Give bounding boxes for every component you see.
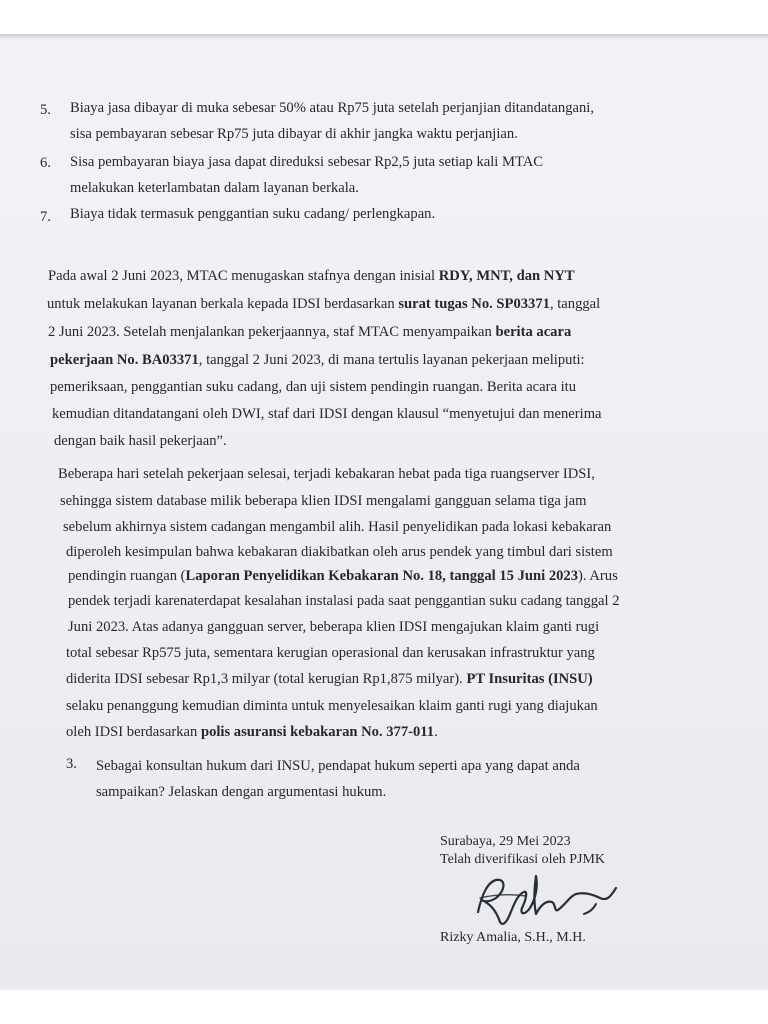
document-body — [0, 34, 768, 990]
paragraph-line: pemeriksaan, penggantian suku cadang, dan uji sistem pendingin ruangan. Berita acara itu — [50, 379, 577, 395]
paragraph-line: Beberapa hari setelah pekerjaan selesai, terjadi kebakaran hebat pada tiga ruangserver IDSI, — [58, 466, 595, 482]
paragraph-line — [68, 566, 618, 586]
signatory-name: Rizky Amalia, S.H., M.H. — [440, 930, 586, 945]
text-run: pendingin ruangan ( — [68, 568, 186, 584]
question-text-line: Sebagai konsultan hukum dari INSU, pendapat hukum seperti apa yang dapat anda — [96, 758, 580, 774]
item-number: 7. — [40, 209, 51, 225]
text-run: diderita IDSI sebesar Rp1,3 milyar (total kerugian Rp1,875 milyar). — [66, 671, 467, 687]
paragraph-line: total sebesar Rp575 juta, sementara kerugian operasional dan kerusakan infrastruktur yang — [66, 645, 595, 661]
paragraph-line: kemudian ditandatangani oleh DWI, staf dari IDSI dengan klausul “menyetujui dan menerima — [52, 406, 602, 422]
item-text-line: Sisa pembayaran biaya jasa dapat direduksi sebesar Rp2,5 juta setiap kali MTAC — [70, 154, 543, 170]
item-text-line: Biaya jasa dibayar di muka sebesar 50% atau Rp75 juta setelah perjanjian ditandatangani, — [70, 100, 594, 116]
item-number: 6. — [40, 155, 51, 171]
item-text-line: Biaya tidak termasuk penggantian suku cadang/ perlengkapan. — [70, 206, 436, 222]
question-number: 3. — [66, 756, 77, 772]
text-run: . — [434, 724, 438, 740]
bold-run: Laporan Penyelidikan Kebakaran No. 18, tanggal 15 Juni 2023 — [185, 568, 579, 584]
text-run: oleh IDSI berdasarkan — [66, 724, 201, 740]
paragraph-line: sehingga sistem database milik beberapa klien IDSI mengalami gangguan selama tiga jam — [60, 493, 587, 509]
item-number: 5. — [40, 102, 51, 118]
bold-run: berita acara — [495, 324, 572, 340]
paragraph-line — [50, 350, 585, 370]
item-text-line: sisa pembayaran sebesar Rp75 juta dibayar di akhir jangka waktu perjanjian. — [70, 126, 518, 142]
paragraph-line: pendek terjadi karenaterdapat kesalahan instalasi pada saat penggantian suku cadang tanggal 2 — [68, 593, 620, 609]
paragraph-line: dengan baik hasil pekerjaan”. — [54, 433, 227, 449]
text-run: ). Arus — [578, 568, 618, 584]
text-run: untuk melakukan layanan berkala kepada IDSI berdasarkan — [47, 296, 399, 312]
paragraph-line — [66, 722, 438, 742]
handwritten-signature — [466, 864, 636, 934]
paragraph-line — [47, 294, 600, 314]
bold-run: surat tugas No. SP03371 — [398, 296, 550, 312]
paragraph-line — [48, 322, 571, 342]
paragraph-line: diperoleh kesimpulan bahwa kebakaran diakibatkan oleh arus pendek yang timbul dari sistem — [66, 544, 613, 560]
bold-run: PT Insuritas (INSU) — [466, 671, 593, 687]
text-run: Pada awal 2 Juni 2023, MTAC menugaskan stafnya dengan inisial — [48, 268, 439, 284]
document-page — [0, 34, 768, 990]
place-date: Surabaya, 29 Mei 2023 — [440, 834, 571, 849]
paragraph-line: selaku penanggung kemudian diminta untuk menyelesaikan klaim ganti rugi yang diajukan — [66, 698, 598, 714]
paragraph-line: sebelum akhirnya sistem cadangan mengambil alih. Hasil penyelidikan pada lokasi kebakaran — [63, 519, 612, 535]
bold-run: polis asuransi kebakaran No. 377-011 — [200, 724, 435, 740]
question-text-line: sampaikan? Jelaskan dengan argumentasi hukum. — [96, 784, 387, 800]
item-text-line: melakukan keterlambatan dalam layanan berkala. — [70, 180, 359, 196]
paragraph-line: Juni 2023. Atas adanya gangguan server, beberapa klien IDSI mengajukan klaim ganti rugi — [68, 619, 600, 635]
verification-note: Telah diverifikasi oleh PJMK — [440, 852, 606, 867]
bold-run: pekerjaan No. BA03371 — [50, 352, 199, 368]
text-run: , tanggal — [549, 296, 601, 312]
text-run: , tanggal 2 Juni 2023, di mana tertulis layanan pekerjaan meliputi: — [198, 352, 585, 368]
text-run: 2 Juni 2023. Setelah menjalankan pekerjaannya, staf MTAC menyampaikan — [48, 324, 496, 340]
bold-run: RDY, MNT, dan NYT — [438, 268, 575, 284]
paragraph-line — [66, 669, 593, 689]
paragraph-line — [48, 266, 575, 286]
